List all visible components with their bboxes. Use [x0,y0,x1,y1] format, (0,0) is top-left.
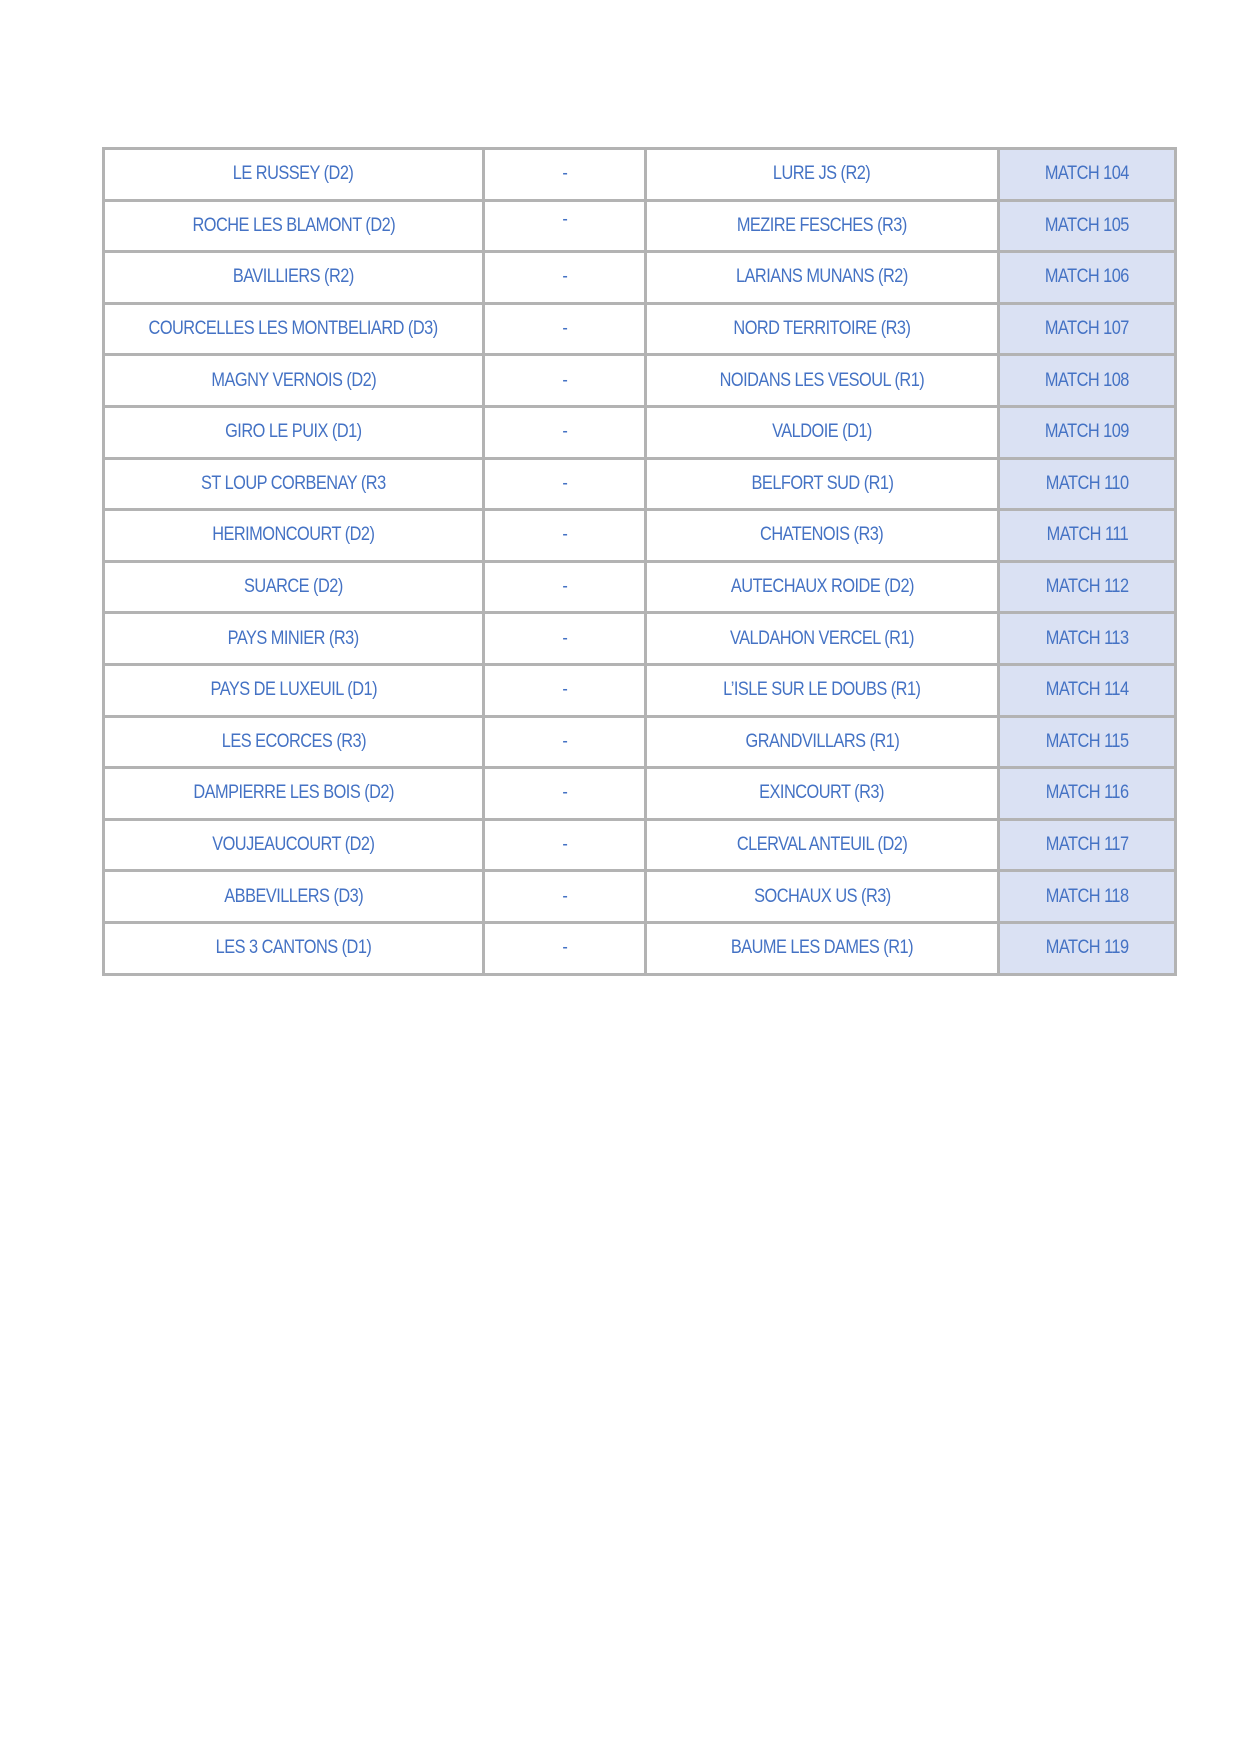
separator: - [562,782,567,804]
home-team-cell [104,200,484,252]
away-team-cell [646,200,999,252]
separator-cell [484,303,646,355]
table-row [104,303,1176,355]
away-team-cell [646,819,999,871]
away-team-cell [646,716,999,768]
table-row [104,510,1176,562]
separator-cell [484,510,646,562]
separator: - [562,885,567,907]
match-number: MATCH 118 [1045,885,1129,907]
separator-cell [484,871,646,923]
separator: - [562,318,567,340]
match-number-cell [999,716,1176,768]
away-team-cell [646,458,999,510]
match-number: MATCH 105 [1044,214,1130,236]
away-team: CLERVAL ANTEUIL (D2) [736,834,908,856]
separator-cell [484,200,646,252]
away-team-cell [646,149,999,201]
match-number: MATCH 106 [1044,266,1130,288]
separator: - [562,627,567,649]
match-number-cell [999,303,1176,355]
home-team: LE RUSSEY (D2) [233,163,354,185]
away-team: EXINCOURT (R3) [759,782,885,804]
separator: - [562,208,567,230]
home-team-cell [104,458,484,510]
away-team-cell [646,613,999,665]
away-team-cell [646,303,999,355]
home-team-cell [104,922,484,974]
away-team: VALDOIE (D1) [772,421,872,443]
home-team-cell [104,149,484,201]
separator-cell [484,819,646,871]
match-number-cell [999,510,1176,562]
home-team: ABBEVILLERS (D3) [224,885,363,907]
home-team: COURCELLES LES MONTBELIARD (D3) [148,318,439,340]
home-team-cell [104,355,484,407]
match-number-cell [999,871,1176,923]
away-team-cell [646,406,999,458]
match-number: MATCH 116 [1045,782,1129,804]
separator: - [562,472,567,494]
home-team: DAMPIERRE LES BOIS (D2) [193,782,394,804]
home-team-cell [104,303,484,355]
separator-cell [484,458,646,510]
home-team-cell [104,252,484,304]
home-team-cell [104,664,484,716]
away-team-cell [646,355,999,407]
separator: - [562,163,567,185]
separator-cell [484,252,646,304]
home-team: HERIMONCOURT (D2) [212,524,375,546]
fixtures-body [104,149,1176,975]
separator: - [562,834,567,856]
match-number-cell [999,355,1176,407]
away-team: NOIDANS LES VESOUL (R1) [719,369,925,391]
table-row [104,406,1176,458]
match-number-cell [999,149,1176,201]
away-team: MEZIRE FESCHES (R3) [737,214,907,236]
away-team: L’ISLE SUR LE DOUBS (R1) [723,679,921,701]
away-team: LARIANS MUNANS (R2) [736,266,908,288]
home-team: ST LOUP CORBENAY (R3 [201,472,386,494]
home-team: SUARCE (D2) [244,576,343,598]
match-number-cell [999,200,1176,252]
home-team-cell [104,613,484,665]
away-team-cell [646,510,999,562]
away-team-cell [646,252,999,304]
table-row [104,664,1176,716]
match-number: MATCH 115 [1045,730,1129,752]
away-team: LURE JS (R2) [773,163,871,185]
match-number: MATCH 110 [1045,472,1129,494]
home-team-cell [104,510,484,562]
separator: - [562,730,567,752]
table-row [104,458,1176,510]
home-team-cell [104,768,484,820]
match-number-cell [999,458,1176,510]
separator: - [562,937,567,959]
away-team: AUTECHAUX ROIDE (D2) [730,576,914,598]
table-row [104,716,1176,768]
away-team: CHATENOIS (R3) [760,524,884,546]
away-team: BELFORT SUD (R1) [751,472,893,494]
match-number: MATCH 111 [1046,524,1128,546]
separator: - [562,524,567,546]
match-number: MATCH 107 [1044,318,1130,340]
table-row [104,252,1176,304]
separator-cell [484,355,646,407]
away-team: GRANDVILLARS (R1) [745,730,899,752]
home-team: BAVILLIERS (R2) [233,266,354,288]
separator-cell [484,664,646,716]
home-team: VOUJEAUCOURT (D2) [212,834,375,856]
home-team: MAGNY VERNOIS (D2) [211,369,376,391]
home-team: ROCHE LES BLAMONT (D2) [192,214,395,236]
separator: - [562,679,567,701]
table-row [104,149,1176,201]
match-number: MATCH 109 [1044,421,1130,443]
match-number: MATCH 112 [1045,576,1129,598]
match-number-cell [999,406,1176,458]
separator-cell [484,716,646,768]
match-number-cell [999,768,1176,820]
match-number: MATCH 119 [1045,937,1129,959]
match-number-cell [999,819,1176,871]
away-team: VALDAHON VERCEL (R1) [729,627,914,649]
match-number-cell [999,561,1176,613]
match-number-cell [999,613,1176,665]
separator: - [562,266,567,288]
table-row [104,922,1176,974]
home-team-cell [104,716,484,768]
fixtures-table [102,147,1177,976]
separator: - [562,421,567,443]
table-row [104,819,1176,871]
separator: - [562,576,567,598]
home-team-cell [104,819,484,871]
home-team: PAYS DE LUXEUIL (D1) [210,679,377,701]
table-row [104,768,1176,820]
separator-cell [484,149,646,201]
away-team-cell [646,922,999,974]
separator-cell [484,613,646,665]
away-team-cell [646,871,999,923]
away-team-cell [646,664,999,716]
separator-cell [484,561,646,613]
away-team-cell [646,768,999,820]
home-team: GIRO LE PUIX (D1) [225,421,362,443]
home-team: LES ECORCES (R3) [221,730,366,752]
home-team: LES 3 CANTONS (D1) [215,937,372,959]
table-row [104,561,1176,613]
table-row [104,355,1176,407]
table-row [104,613,1176,665]
separator: - [562,369,567,391]
home-team: PAYS MINIER (R3) [228,627,359,649]
home-team-cell [104,406,484,458]
away-team: BAUME LES DAMES (R1) [730,937,914,959]
match-number: MATCH 108 [1044,369,1130,391]
match-number: MATCH 117 [1045,834,1129,856]
match-number-cell [999,664,1176,716]
separator-cell [484,406,646,458]
match-number-cell [999,252,1176,304]
home-team-cell [104,561,484,613]
match-number: MATCH 114 [1045,679,1129,701]
table-row [104,200,1176,252]
away-team: SOCHAUX US (R3) [753,885,891,907]
away-team-cell [646,561,999,613]
separator-cell [484,768,646,820]
match-number: MATCH 113 [1045,627,1129,649]
match-number: MATCH 104 [1044,163,1130,185]
home-team-cell [104,871,484,923]
away-team: NORD TERRITOIRE (R3) [733,318,911,340]
table-row [104,871,1176,923]
separator-cell [484,922,646,974]
match-number-cell [999,922,1176,974]
